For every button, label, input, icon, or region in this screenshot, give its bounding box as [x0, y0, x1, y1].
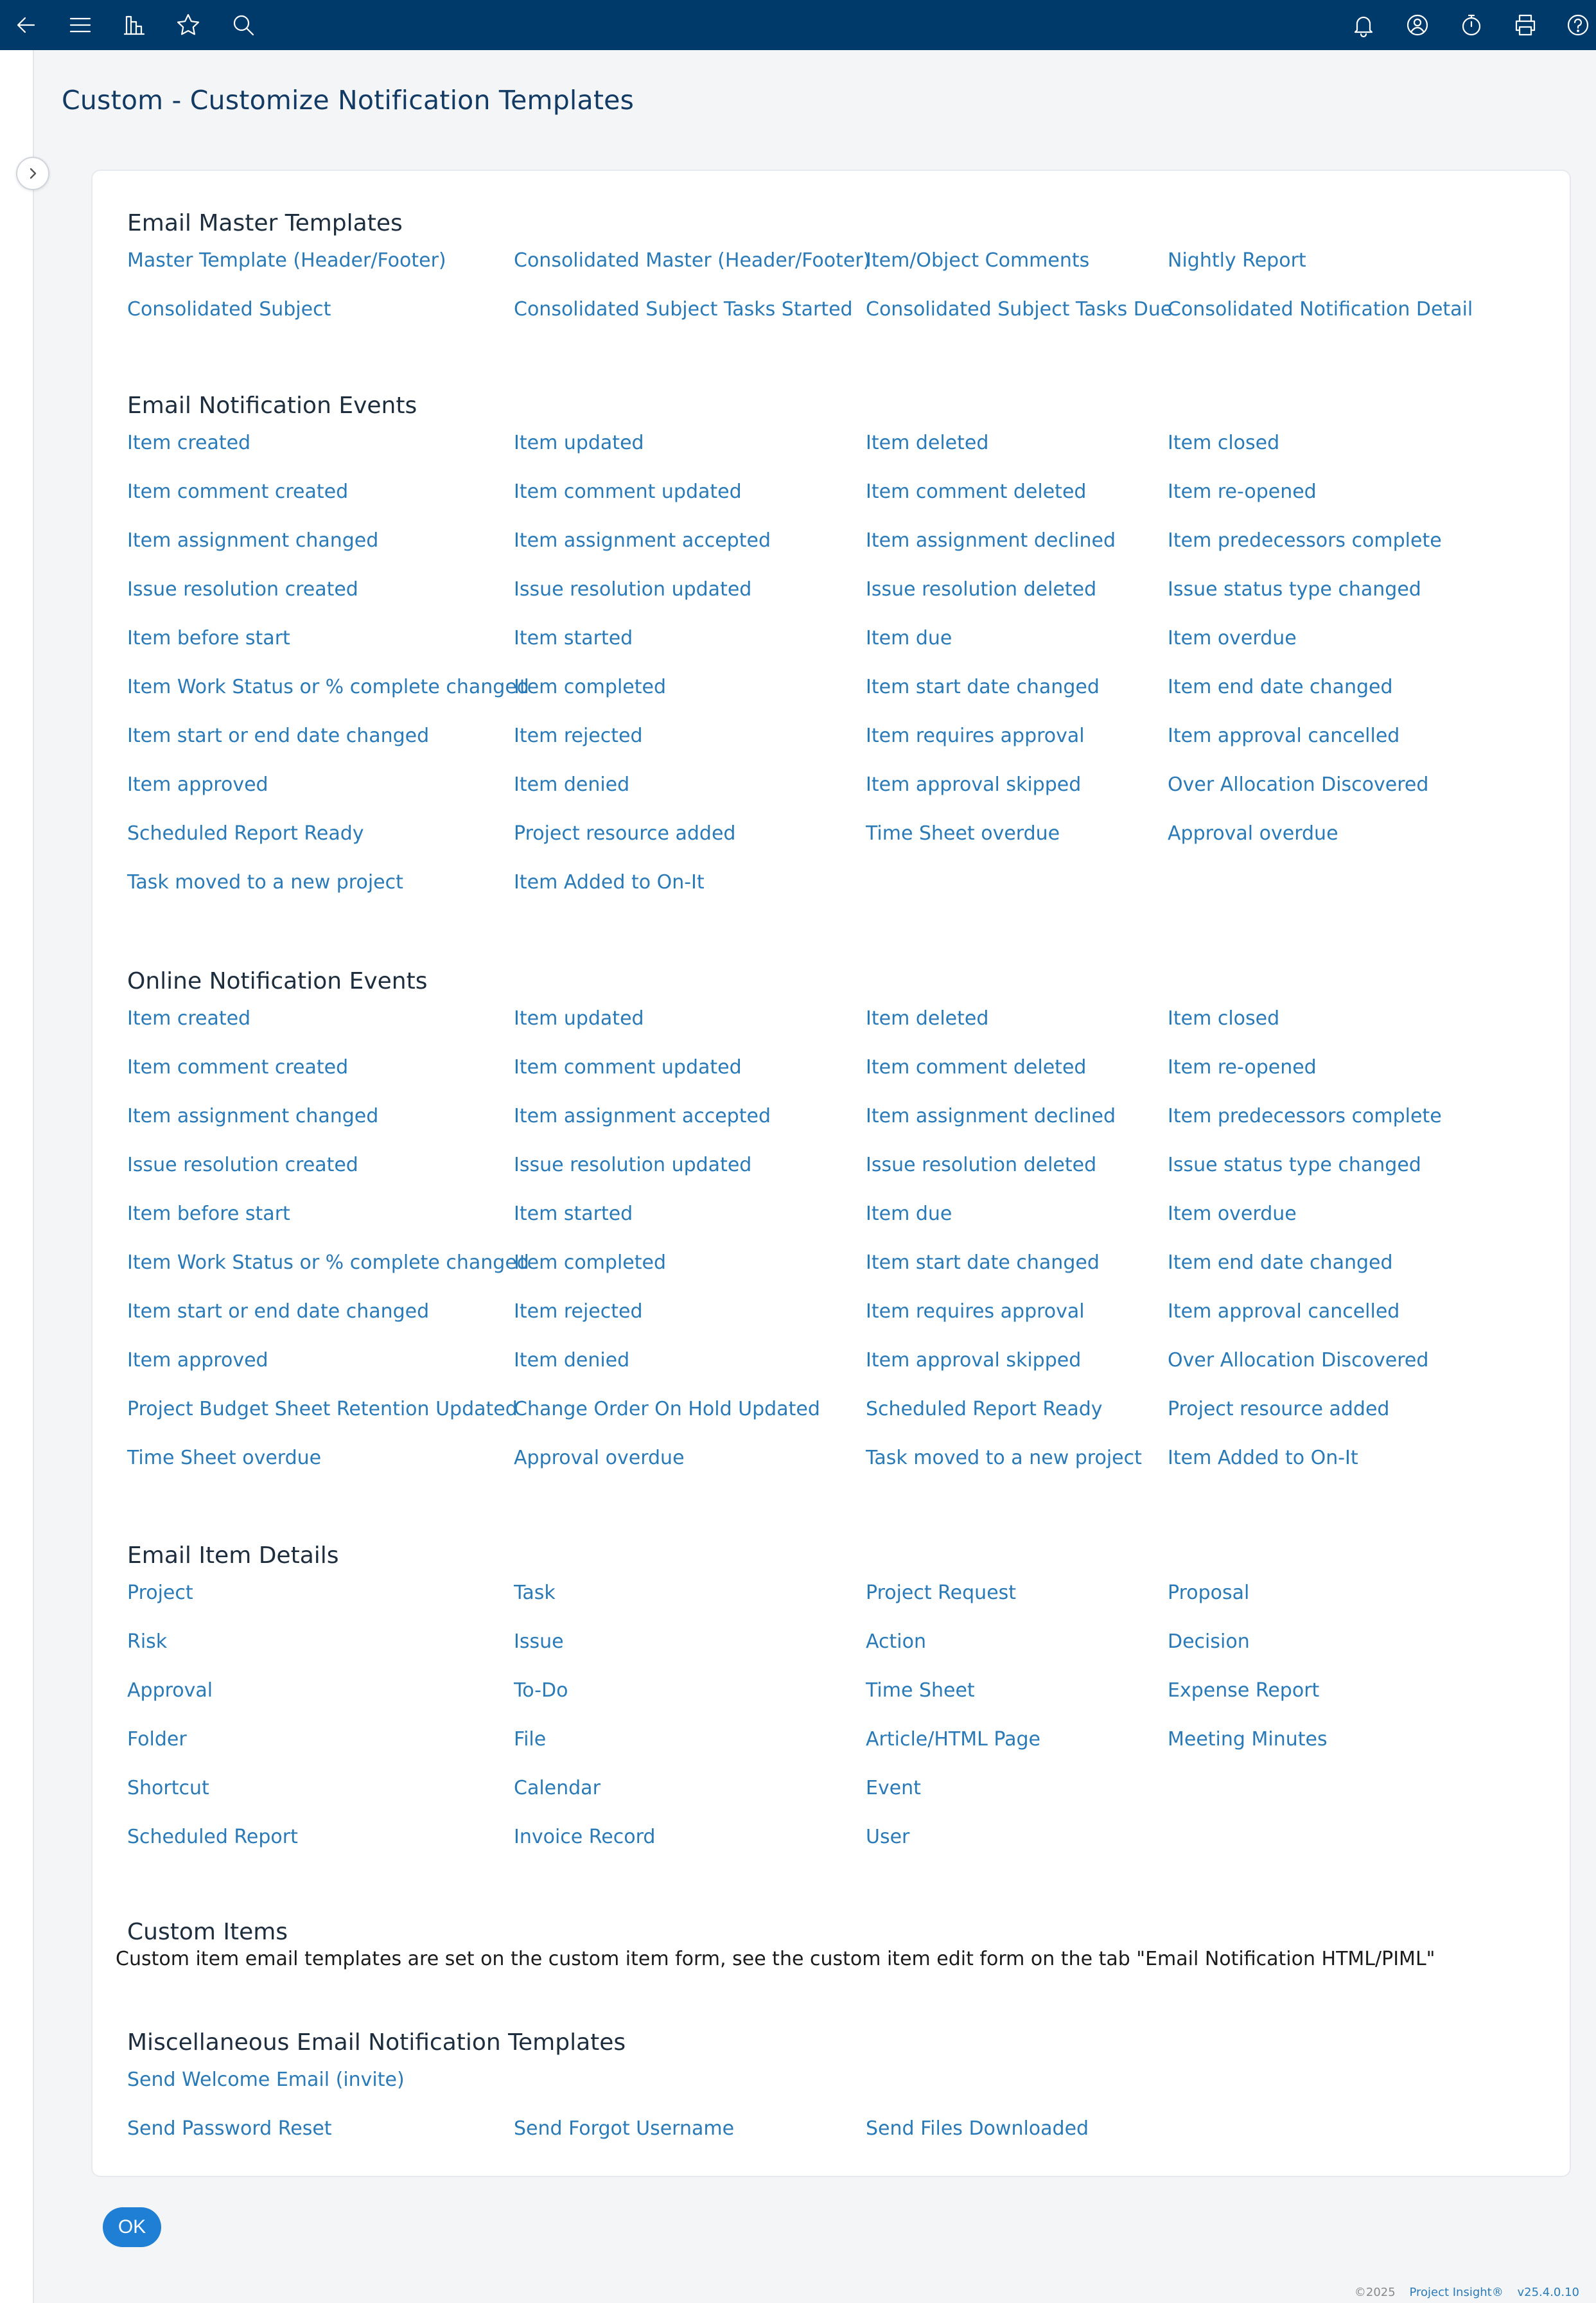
template-link[interactable]: Item started: [514, 1203, 633, 1225]
template-link[interactable]: Folder: [127, 1728, 187, 1751]
template-link[interactable]: Item comment updated: [514, 481, 742, 503]
template-link[interactable]: Item comment updated: [514, 1056, 742, 1079]
section-title: Miscellaneous Email Notification Templates: [127, 2029, 626, 2056]
link-row: [127, 626, 1553, 675]
template-link[interactable]: Send Welcome Email (invite): [127, 2069, 405, 2091]
template-link[interactable]: Item approved: [127, 1349, 268, 1372]
template-link[interactable]: Send Forgot Username: [514, 2117, 735, 2140]
template-link[interactable]: Project Request: [866, 1582, 1017, 1604]
template-link[interactable]: Item before start: [127, 1203, 290, 1225]
template-link[interactable]: Item created: [127, 432, 251, 454]
timer-icon[interactable]: [1446, 0, 1496, 50]
footer: [1355, 2286, 1579, 2299]
link-row: [127, 723, 1553, 772]
template-link[interactable]: Item start date changed: [866, 676, 1100, 698]
link-row: [127, 2067, 1553, 2116]
section-title: Custom Items: [127, 1919, 288, 1945]
template-link[interactable]: Proposal: [1168, 1582, 1250, 1604]
link-row: [127, 821, 1553, 870]
template-link[interactable]: Item end date changed: [1168, 1251, 1393, 1274]
template-link[interactable]: Project resource added: [1168, 1398, 1390, 1420]
template-link[interactable]: Item started: [514, 627, 633, 649]
template-link[interactable]: Item assignment declined: [866, 1105, 1116, 1127]
link-row: [127, 675, 1553, 723]
template-link[interactable]: Item start or end date changed: [127, 725, 430, 747]
template-link[interactable]: Meeting Minutes: [1168, 1728, 1328, 1751]
template-link[interactable]: Send Files Downloaded: [866, 2117, 1089, 2140]
template-link[interactable]: Project resource added: [514, 822, 736, 845]
help-icon[interactable]: [1553, 0, 1596, 50]
link-row: [127, 248, 1553, 297]
template-link[interactable]: Article/HTML Page: [866, 1728, 1040, 1751]
template-link[interactable]: Consolidated Subject Tasks Started: [514, 298, 853, 321]
template-link[interactable]: Item predecessors complete: [1168, 529, 1442, 552]
link-row: [127, 1299, 1553, 1348]
template-link[interactable]: Item approval skipped: [866, 1349, 1082, 1372]
template-link[interactable]: Item closed: [1168, 432, 1280, 454]
custom-items-description: Custom item email templates are set on the custom item form, see the custom item edit form on the tab "Email Notification HTML/PIML": [116, 1948, 1435, 1970]
template-link[interactable]: Decision: [1168, 1630, 1250, 1653]
template-link[interactable]: Task moved to a new project: [866, 1447, 1142, 1469]
section-online-events: [127, 964, 1553, 1494]
template-link[interactable]: Item assignment accepted: [514, 529, 771, 552]
template-link[interactable]: Item overdue: [1168, 1203, 1297, 1225]
template-link[interactable]: Issue resolution deleted: [866, 578, 1097, 601]
template-link[interactable]: Approval overdue: [514, 1447, 685, 1469]
link-row: [127, 870, 1553, 919]
link-row: [127, 1055, 1553, 1104]
template-link[interactable]: Issue resolution created: [127, 1154, 358, 1176]
star-icon[interactable]: [163, 0, 213, 50]
template-link[interactable]: Item approval cancelled: [1168, 725, 1400, 747]
template-link[interactable]: File: [514, 1728, 547, 1751]
link-row: [127, 1445, 1553, 1494]
template-link[interactable]: Item assignment changed: [127, 1105, 379, 1127]
section-email-events: [127, 388, 1553, 919]
template-link[interactable]: Scheduled Report Ready: [866, 1398, 1103, 1420]
template-link[interactable]: Item approval cancelled: [1168, 1300, 1400, 1323]
link-row: [127, 1678, 1553, 1727]
link-row: [127, 1629, 1553, 1678]
template-link[interactable]: Item denied: [514, 1349, 630, 1372]
template-link[interactable]: Action: [866, 1630, 926, 1653]
template-link[interactable]: Item completed: [514, 1251, 666, 1274]
user-circle-icon[interactable]: [1392, 0, 1443, 50]
section-email-item-details: [127, 1538, 1553, 1873]
footer-version: v25.4.0.10: [1517, 2286, 1579, 2299]
template-link[interactable]: Item updated: [514, 1007, 644, 1030]
link-row: [127, 528, 1553, 577]
template-link[interactable]: Item comment created: [127, 481, 349, 503]
template-link[interactable]: Risk: [127, 1630, 168, 1653]
template-link[interactable]: Item deleted: [866, 432, 989, 454]
template-link[interactable]: Expense Report: [1168, 1679, 1320, 1702]
section-title: Email Master Templates: [127, 210, 403, 236]
template-link[interactable]: Item due: [866, 1203, 952, 1225]
template-link[interactable]: Issue resolution deleted: [866, 1154, 1097, 1176]
template-link[interactable]: Item rejected: [514, 1300, 643, 1323]
template-link[interactable]: To-Do: [514, 1679, 568, 1702]
section-email-master: [127, 206, 1553, 346]
link-row: [127, 1348, 1553, 1397]
template-link[interactable]: Item requires approval: [866, 1300, 1085, 1323]
section-title: Email Notification Events: [127, 393, 417, 419]
template-link[interactable]: Issue resolution created: [127, 578, 358, 601]
link-row: [127, 1776, 1553, 1824]
template-link[interactable]: Item re-opened: [1168, 481, 1317, 503]
link-row: [127, 2116, 1553, 2165]
ok-button[interactable]: OK: [103, 2207, 161, 2247]
template-link[interactable]: Send Password Reset: [127, 2117, 332, 2140]
link-row: [127, 479, 1553, 528]
template-link[interactable]: Item approved: [127, 773, 268, 796]
template-link[interactable]: Issue resolution updated: [514, 578, 752, 601]
template-link[interactable]: Item re-opened: [1168, 1056, 1317, 1079]
template-link[interactable]: Approval: [127, 1679, 213, 1702]
template-link[interactable]: Over Allocation Discovered: [1168, 773, 1429, 796]
template-link[interactable]: Item Work Status or % complete changed: [127, 676, 529, 698]
link-row: [127, 1152, 1553, 1201]
template-link[interactable]: Issue status type changed: [1168, 1154, 1421, 1176]
template-link[interactable]: Item approval skipped: [866, 773, 1082, 796]
template-link[interactable]: Task: [514, 1582, 556, 1604]
template-link[interactable]: Shortcut: [127, 1777, 209, 1799]
template-link[interactable]: Master Template (Header/Footer): [127, 249, 446, 272]
menu-icon[interactable]: [55, 0, 105, 50]
template-link[interactable]: Task moved to a new project: [127, 871, 403, 894]
template-link[interactable]: Item overdue: [1168, 627, 1297, 649]
template-link[interactable]: Consolidated Notification Detail: [1168, 298, 1473, 321]
top-navigation-bar: [0, 0, 1596, 50]
template-link[interactable]: Item start date changed: [866, 1251, 1100, 1274]
template-link[interactable]: User: [866, 1826, 910, 1848]
chevron-right-icon: [24, 165, 41, 182]
back-arrow-icon[interactable]: [1, 0, 51, 50]
template-link[interactable]: Item comment created: [127, 1056, 349, 1079]
link-grid: [127, 1006, 1553, 1494]
template-link[interactable]: Scheduled Report Ready: [127, 822, 364, 845]
template-link[interactable]: Project: [127, 1582, 193, 1604]
section-misc: [127, 2025, 1553, 2165]
template-link[interactable]: Calendar: [514, 1777, 601, 1799]
link-grid: [127, 2067, 1553, 2165]
footer-brand-link[interactable]: Project Insight®: [1409, 2286, 1504, 2299]
link-row: [127, 430, 1553, 479]
template-link[interactable]: Item completed: [514, 676, 666, 698]
template-link[interactable]: Time Sheet: [866, 1679, 975, 1702]
link-row: [127, 1104, 1553, 1152]
template-link[interactable]: Item created: [127, 1007, 251, 1030]
left-sidebar-rail: [0, 50, 34, 2303]
link-row: [127, 1201, 1553, 1250]
template-link[interactable]: Invoice Record: [514, 1826, 656, 1848]
link-grid: [127, 430, 1553, 919]
chart-icon[interactable]: [109, 0, 159, 50]
template-link[interactable]: Item requires approval: [866, 725, 1085, 747]
template-link[interactable]: Item due: [866, 627, 952, 649]
template-link[interactable]: Item updated: [514, 432, 644, 454]
footer-copyright: ©2025: [1354, 2286, 1396, 2299]
template-link[interactable]: Item rejected: [514, 725, 643, 747]
link-grid: [127, 248, 1553, 346]
template-link[interactable]: Item Added to On-It: [514, 871, 705, 894]
template-link[interactable]: Item predecessors complete: [1168, 1105, 1442, 1127]
template-link[interactable]: Item closed: [1168, 1007, 1280, 1030]
page-title: Custom - Customize Notification Templates: [62, 85, 635, 116]
template-link[interactable]: Item end date changed: [1168, 676, 1393, 698]
template-link[interactable]: Item assignment changed: [127, 529, 379, 552]
template-link[interactable]: Item Added to On-It: [1168, 1447, 1358, 1469]
link-row: [127, 1727, 1553, 1776]
template-link[interactable]: Time Sheet overdue: [127, 1447, 322, 1469]
template-link[interactable]: Issue status type changed: [1168, 578, 1421, 601]
section-title: Email Item Details: [127, 1542, 339, 1569]
template-link[interactable]: Scheduled Report: [127, 1826, 298, 1848]
printer-icon[interactable]: [1500, 0, 1550, 50]
templates-card: [91, 170, 1571, 2177]
template-link[interactable]: Item denied: [514, 773, 630, 796]
template-link[interactable]: Item assignment declined: [866, 529, 1116, 552]
template-link[interactable]: Project Budget Sheet Retention Updated: [127, 1398, 518, 1420]
link-row: [127, 1006, 1553, 1055]
template-link[interactable]: Nightly Report: [1168, 249, 1306, 272]
link-row: [127, 772, 1553, 821]
link-row: [127, 1250, 1553, 1299]
template-link[interactable]: Consolidated Subject Tasks Due: [866, 298, 1173, 321]
link-row: [127, 1824, 1553, 1873]
template-link[interactable]: Approval overdue: [1168, 822, 1338, 845]
template-link[interactable]: Item assignment accepted: [514, 1105, 771, 1127]
search-icon[interactable]: [218, 0, 268, 50]
template-link[interactable]: Consolidated Subject: [127, 298, 331, 321]
template-link[interactable]: Item comment deleted: [866, 481, 1087, 503]
link-row: [127, 577, 1553, 626]
template-link[interactable]: Item Work Status or % complete changed: [127, 1251, 529, 1274]
sidebar-expand-button[interactable]: [16, 157, 49, 190]
template-link[interactable]: Time Sheet overdue: [866, 822, 1060, 845]
template-link[interactable]: Item deleted: [866, 1007, 989, 1030]
template-link[interactable]: Item comment deleted: [866, 1056, 1087, 1079]
template-link[interactable]: Change Order On Hold Updated: [514, 1398, 820, 1420]
template-link[interactable]: Event: [866, 1777, 921, 1799]
template-link[interactable]: Consolidated Master (Header/Footer): [514, 249, 871, 272]
template-link[interactable]: Issue: [514, 1630, 564, 1653]
template-link[interactable]: Item/Object Comments: [866, 249, 1090, 272]
bell-icon[interactable]: [1338, 0, 1389, 50]
template-link[interactable]: Issue resolution updated: [514, 1154, 752, 1176]
section-title: Online Notification Events: [127, 968, 428, 994]
link-row: [127, 1580, 1553, 1629]
template-link[interactable]: Item start or end date changed: [127, 1300, 430, 1323]
link-grid: [127, 1580, 1553, 1873]
template-link[interactable]: Over Allocation Discovered: [1168, 1349, 1429, 1372]
link-row: [127, 1397, 1553, 1445]
template-link[interactable]: Item before start: [127, 627, 290, 649]
link-row: [127, 297, 1553, 346]
